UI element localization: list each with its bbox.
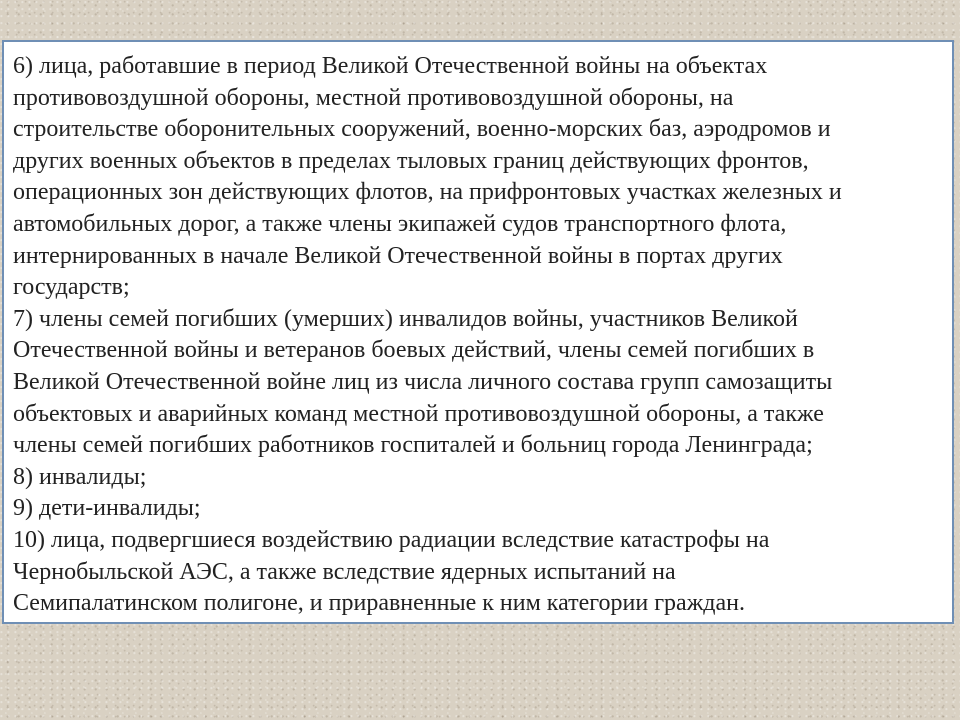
paragraph-item-10: 10) лица, подвергшиеся воздействию радиации вследствие катастрофы на Чернобыльской АЭС, а также вследствие ядерных испытаний на Семипалатинском полигоне, и приравненные к ним категории граждан. — [13, 526, 770, 617]
paragraph-item-8: 8) инвалиды; — [13, 463, 147, 490]
content-box — [2, 40, 954, 624]
body-text — [13, 51, 952, 620]
paragraph-item-9: 9) дети-инвалиды; — [13, 495, 201, 522]
paragraph-item-7: 7) члены семей погибших (умерших) инвалидов войны, участников Великой Отечественной войны и ветеранов боевых действий, члены семей погибших в Великой Отечественной войне лиц из числа личного состава групп самозащиты объектовых и аварийных команд местной противовоздушной обороны, а также члены семей погибших работников госпиталей и больниц города Ленинграда; — [13, 305, 833, 459]
paragraph-item-6: 6) лица, работавшие в период Великой Отечественной войны на объектах противовоздушной обороны, местной противовоздушной обороны, на строительстве оборонительных сооружений, военно-морских баз, аэродромов и других военных объектов в пределах тыловых границ действующих фронтов, операционных зон действующих флотов, на прифронтовых участках железных и автомобильных дорог, а также члены экипажей судов транспортного флота, интернированных в начале Великой Отечественной войны в портах других государств; — [13, 53, 842, 301]
